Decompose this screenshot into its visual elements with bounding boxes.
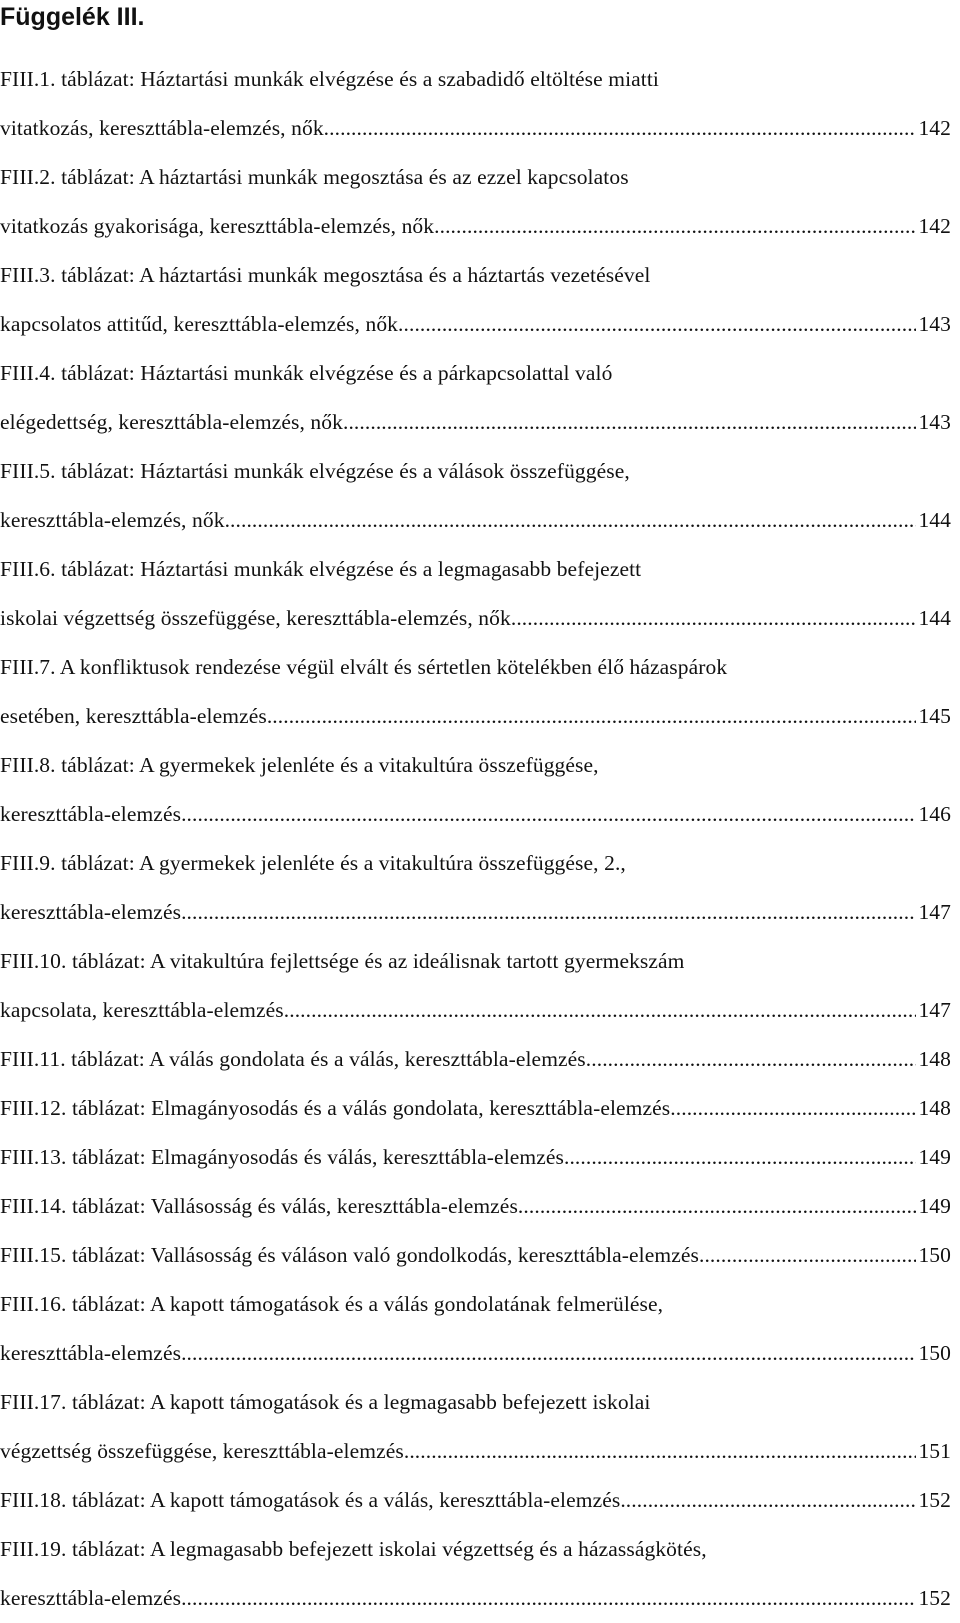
toc-entry[interactable]	[0, 349, 951, 447]
toc-entry-last-line	[0, 1035, 951, 1084]
dot-leader	[343, 398, 916, 447]
toc-entry-line: FIII.3. táblázat: A háztartási munkák megosztása és a háztartás vezetésével	[0, 263, 651, 287]
toc-entry[interactable]	[0, 1182, 951, 1231]
toc-entry[interactable]	[0, 1035, 951, 1084]
toc-entry[interactable]	[0, 153, 951, 251]
table-of-tables-list	[0, 55, 951, 1623]
dot-leader	[284, 986, 917, 1035]
toc-entry-last-line	[0, 1329, 951, 1378]
dot-leader	[564, 1133, 916, 1182]
dot-leader	[267, 692, 917, 741]
toc-entry-title-tail: iskolai végzettség összefüggése, kereszttábla-elemzés, nők	[0, 606, 511, 630]
toc-entry-title-tail: kapcsolatos attitűd, kereszttábla-elemzés, nők	[0, 312, 399, 336]
appendix-title: Függelék III.	[0, 3, 145, 31]
toc-entry-last-line	[0, 1574, 951, 1623]
toc-page-number: 144	[918, 508, 951, 532]
toc-entry-title-tail: kereszttábla-elemzés, nők	[0, 508, 225, 532]
toc-entry-last-line	[0, 104, 951, 153]
toc-entry[interactable]	[0, 55, 951, 153]
toc-page-number: 149	[918, 1194, 951, 1218]
toc-entry-last-line	[0, 594, 951, 643]
dot-leader	[404, 1427, 917, 1476]
toc-entry-title-tail: vitatkozás, kereszttábla-elemzés, nők	[0, 116, 324, 140]
toc-entry[interactable]	[0, 937, 951, 1035]
toc-entry-line: FIII.17. táblázat: A kapott támogatások és a legmagasabb befejezett iskolai	[0, 1390, 651, 1414]
toc-entry-line: FIII.6. táblázat: Háztartási munkák elvégzése és a legmagasabb befejezett	[0, 557, 642, 581]
toc-entry-last-line	[0, 1476, 951, 1525]
toc-entry-line: FIII.2. táblázat: A háztartási munkák megosztása és az ezzel kapcsolatos	[0, 165, 629, 189]
toc-entry-title-tail: FIII.12. táblázat: Elmagányosodás és a válás gondolata, kereszttábla-elemzés	[0, 1096, 671, 1120]
toc-page-number: 149	[918, 1145, 951, 1169]
toc-entry[interactable]	[0, 1378, 951, 1476]
toc-entry-title-tail: kereszttábla-elemzés	[0, 1341, 182, 1365]
dot-leader	[181, 790, 916, 839]
toc-entry-title-tail: kereszttábla-elemzés	[0, 802, 182, 826]
toc-entry[interactable]	[0, 741, 951, 839]
toc-page-number: 146	[918, 802, 951, 826]
toc-page-number: 152	[918, 1586, 951, 1610]
toc-entry[interactable]	[0, 447, 951, 545]
dot-leader	[181, 1574, 916, 1623]
toc-entry[interactable]	[0, 1476, 951, 1525]
toc-entry-last-line	[0, 1084, 951, 1133]
toc-entry[interactable]	[0, 1133, 951, 1182]
toc-entry-line: FIII.16. táblázat: A kapott támogatások és a válás gondolatának felmerülése,	[0, 1292, 664, 1316]
toc-entry[interactable]	[0, 251, 951, 349]
toc-entry-title-tail: FIII.15. táblázat: Vallásosság és váláson való gondolkodás, kereszttábla-elemzés.	[0, 1243, 705, 1267]
toc-entry[interactable]	[0, 1280, 951, 1378]
toc-entry-last-line	[0, 790, 951, 839]
toc-page-number: 142	[918, 116, 951, 140]
dot-leader	[398, 300, 916, 349]
toc-entry-title-tail: vitatkozás gyakorisága, kereszttábla-elemzés, nők	[0, 214, 435, 238]
toc-entry[interactable]	[0, 1525, 951, 1623]
toc-entry-last-line	[0, 692, 951, 741]
toc-entry-last-line	[0, 300, 951, 349]
toc-entry[interactable]	[0, 643, 951, 741]
toc-page-number: 144	[918, 606, 951, 630]
toc-entry-last-line	[0, 1133, 951, 1182]
toc-entry-line: FIII.10. táblázat: A vitakultúra fejlettsége és az ideálisnak tartott gyermekszám	[0, 949, 685, 973]
toc-entry[interactable]	[0, 839, 951, 937]
toc-entry-line: FIII.7. A konfliktusok rendezése végül elvált és sértetlen kötelékben élő házaspárok	[0, 655, 728, 679]
toc-entry-last-line	[0, 1231, 951, 1280]
toc-entry-title-tail: esetében, kereszttábla-elemzés	[0, 704, 267, 728]
dot-leader	[225, 496, 917, 545]
toc-entry-last-line	[0, 888, 951, 937]
toc-entry-last-line	[0, 986, 951, 1035]
toc-entry-last-line	[0, 398, 951, 447]
toc-entry-title-tail: végzettség összefüggése, kereszttábla-elemzés	[0, 1439, 404, 1463]
toc-page-number: 150	[918, 1243, 951, 1267]
dot-leader	[181, 888, 916, 937]
toc-page-number: 145	[918, 704, 951, 728]
toc-entry-title-tail: FIII.18. táblázat: A kapott támogatások és a válás, kereszttábla-elemzés	[0, 1488, 621, 1512]
toc-entry-last-line	[0, 1182, 951, 1231]
dot-leader	[181, 1329, 916, 1378]
toc-entry-last-line	[0, 496, 951, 545]
dot-leader	[518, 1182, 917, 1231]
toc-entry-line: FIII.9. táblázat: A gyermekek jelenléte és a vitakultúra összefüggése, 2.,	[0, 851, 626, 875]
dot-leader	[434, 202, 916, 251]
toc-page-number: 147	[918, 998, 951, 1022]
dot-leader	[704, 1231, 916, 1280]
dot-leader	[670, 1084, 916, 1133]
toc-entry-line: FIII.1. táblázat: Háztartási munkák elvégzése és a szabadidő eltöltése miatti	[0, 67, 660, 91]
toc-page-number: 148	[918, 1096, 951, 1120]
toc-page-number: 148	[918, 1047, 951, 1071]
toc-entry-line: FIII.8. táblázat: A gyermekek jelenléte és a vitakultúra összefüggése,	[0, 753, 599, 777]
toc-entry[interactable]	[0, 545, 951, 643]
toc-entry-line: FIII.5. táblázat: Háztartási munkák elvégzése és a válások összefüggése,	[0, 459, 630, 483]
toc-entry-last-line	[0, 1427, 951, 1476]
toc-entry-title-tail: FIII.14. táblázat: Vallásosság és válás, kereszttábla-elemzés	[0, 1194, 518, 1218]
toc-entry-title-tail: FIII.13. táblázat: Elmagányosodás és válás, kereszttábla-elemzés	[0, 1145, 564, 1169]
toc-page-number: 143	[918, 410, 951, 434]
dot-leader	[620, 1476, 916, 1525]
toc-entry-title-tail: kapcsolata, kereszttábla-elemzés	[0, 998, 284, 1022]
dot-leader	[586, 1035, 917, 1084]
toc-entry-title-tail: kereszttábla-elemzés	[0, 900, 182, 924]
toc-page-number: 142	[918, 214, 951, 238]
toc-entry-title-tail: kereszttábla-elemzés	[0, 1586, 182, 1610]
toc-entry-line: FIII.19. táblázat: A legmagasabb befejezett iskolai végzettség és a házasságkötés,	[0, 1537, 707, 1561]
toc-page-number: 147	[918, 900, 951, 924]
toc-page-number: 150	[918, 1341, 951, 1365]
toc-entry-title-tail: FIII.11. táblázat: A válás gondolata és a válás, kereszttábla-elemzés	[0, 1047, 586, 1071]
toc-entry-line: FIII.4. táblázat: Háztartási munkák elvégzése és a párkapcsolattal való	[0, 361, 613, 385]
toc-entry[interactable]	[0, 1231, 951, 1280]
toc-page-number: 143	[918, 312, 951, 336]
toc-entry[interactable]	[0, 1084, 951, 1133]
toc-entry-title-tail: elégedettség, kereszttábla-elemzés, nők	[0, 410, 343, 434]
toc-entry-last-line	[0, 202, 951, 251]
toc-page-number: 152	[918, 1488, 951, 1512]
dot-leader	[511, 594, 917, 643]
toc-page-number: 151	[918, 1439, 951, 1463]
dot-leader	[324, 104, 917, 153]
